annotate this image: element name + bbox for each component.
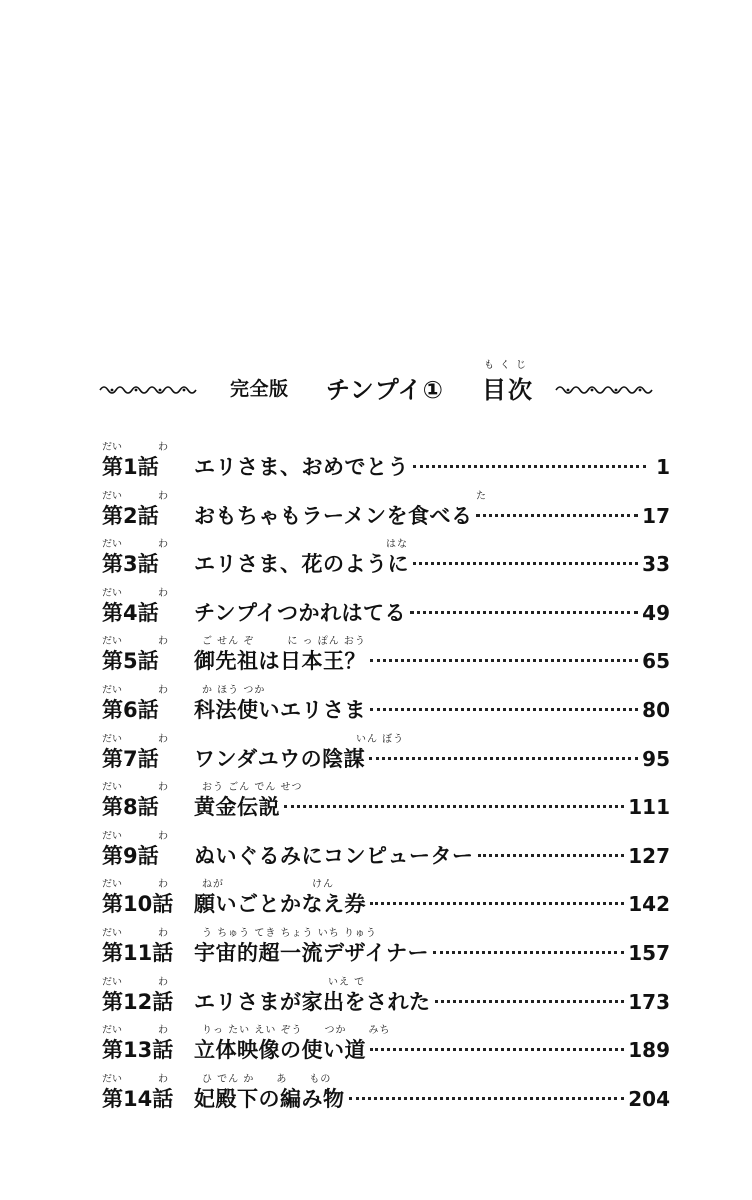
chapter-title: ワンダユウの陰謀 bbox=[194, 746, 366, 771]
ruby-wa: わ bbox=[158, 1025, 168, 1037]
page-number: 17 bbox=[642, 503, 670, 528]
toc-row[interactable] bbox=[102, 487, 670, 536]
chapter-number: 第1話 bbox=[102, 455, 159, 479]
toc-row[interactable] bbox=[102, 1021, 670, 1070]
ruby-line bbox=[102, 973, 670, 987]
dot-leader bbox=[370, 659, 638, 662]
ruby-dai: だい bbox=[102, 539, 122, 551]
ruby-wa: わ bbox=[158, 879, 168, 891]
chapter-number: 第7話 bbox=[102, 746, 159, 771]
wavy-ornament-icon bbox=[98, 382, 202, 398]
toc-row[interactable] bbox=[102, 827, 670, 876]
toc-header bbox=[98, 360, 658, 410]
ruby-line bbox=[102, 681, 670, 695]
ruby-line bbox=[102, 924, 670, 938]
dot-leader bbox=[410, 611, 638, 614]
page-number: 33 bbox=[642, 552, 670, 577]
chapter-title: ぬいぐるみにコンピューター bbox=[194, 843, 474, 868]
dot-leader bbox=[369, 757, 638, 760]
ruby-line bbox=[102, 632, 670, 646]
page-number: 65 bbox=[642, 649, 670, 674]
ruby-dai: だい bbox=[102, 587, 122, 599]
ruby-line bbox=[102, 1070, 670, 1084]
chapter-title: 宇宙的超一流デザイナー bbox=[194, 940, 430, 965]
ruby-dai: だい bbox=[102, 1025, 122, 1037]
page-number: 189 bbox=[628, 1038, 670, 1063]
dot-leader bbox=[478, 854, 625, 857]
ruby-wa: わ bbox=[158, 490, 168, 502]
dot-leader bbox=[435, 1000, 625, 1003]
ruby-wa: わ bbox=[158, 782, 168, 794]
chapter-title: 御先祖は日本王？ bbox=[194, 649, 366, 674]
chapter-title: おもちゃもラーメンを食べる bbox=[194, 503, 473, 528]
toc-row[interactable] bbox=[102, 681, 670, 730]
dot-leader bbox=[370, 708, 638, 711]
ruby-line bbox=[102, 875, 670, 889]
dot-leader bbox=[413, 562, 638, 565]
title-ruby: いえ で bbox=[328, 976, 366, 988]
chapter-title: 黄金伝説 bbox=[194, 795, 280, 820]
title-ruby: ご せん ぞ に っ ぽん おう bbox=[202, 636, 366, 648]
toc-row[interactable] bbox=[102, 778, 670, 827]
ruby-wa: わ bbox=[158, 587, 168, 599]
ruby-dai: だい bbox=[102, 684, 122, 696]
ruby-dai: だい bbox=[102, 830, 122, 842]
ruby-line bbox=[102, 827, 670, 841]
chapter-number: 第9話 bbox=[102, 843, 159, 868]
dot-leader bbox=[284, 805, 624, 808]
ruby-dai: だい bbox=[102, 976, 122, 988]
ruby-wa: わ bbox=[158, 539, 168, 551]
chapter-title: 科法使いエリさま bbox=[194, 697, 366, 722]
title-ruby: た bbox=[476, 490, 487, 502]
wavy-ornament-icon bbox=[554, 382, 658, 398]
title-ruby: ねが けん bbox=[202, 879, 334, 891]
edition-label: 完全版 bbox=[230, 378, 289, 400]
chapter-number: 第14話 bbox=[102, 1086, 174, 1111]
ruby-dai: だい bbox=[102, 1073, 122, 1085]
page-number: 204 bbox=[628, 1086, 670, 1111]
page-number: 111 bbox=[628, 795, 670, 820]
chapter-title: 立体映像の使い道 bbox=[194, 1038, 366, 1063]
ruby-wa: わ bbox=[158, 976, 168, 988]
ruby-wa: わ bbox=[158, 684, 168, 696]
dot-leader bbox=[349, 1097, 625, 1100]
toc-row[interactable] bbox=[102, 632, 670, 681]
chapter-number: 第10話 bbox=[102, 892, 174, 917]
dot-leader bbox=[370, 902, 624, 905]
title-ruby: いん ぼう bbox=[356, 733, 405, 745]
title-ruby: りっ たい えい ぞう つか みち bbox=[202, 1025, 391, 1037]
ruby-dai: だい bbox=[102, 733, 122, 745]
chapter-title: チンプイつかれはてる bbox=[194, 600, 407, 625]
ruby-dai: だい bbox=[102, 879, 122, 891]
chapter-title: エリさま、おめでとう bbox=[194, 455, 409, 479]
ruby-wa: わ bbox=[158, 733, 168, 745]
book-title: チンプイ① bbox=[326, 376, 444, 404]
chapter-number: 第11話 bbox=[102, 940, 174, 965]
ruby-dai: だい bbox=[102, 927, 122, 939]
toc-row[interactable] bbox=[102, 438, 670, 487]
page-number: 1 bbox=[656, 455, 670, 479]
toc-row[interactable] bbox=[102, 535, 670, 584]
toc-row[interactable] bbox=[102, 584, 670, 633]
ruby-dai: だい bbox=[102, 636, 122, 648]
title-ruby: う ちゅう てき ちょう いち りゅう bbox=[202, 927, 377, 939]
toc-row[interactable] bbox=[102, 973, 670, 1022]
toc-row[interactable] bbox=[102, 730, 670, 779]
title-ruby: ひ でん か あ もの bbox=[202, 1073, 332, 1085]
ruby-dai: だい bbox=[102, 442, 122, 453]
ruby-wa: わ bbox=[158, 830, 168, 842]
ruby-line bbox=[102, 730, 670, 744]
ruby-wa: わ bbox=[158, 442, 168, 453]
page-number: 95 bbox=[642, 746, 670, 771]
ruby-wa: わ bbox=[158, 1073, 168, 1085]
chapter-title: 妃殿下の編み物 bbox=[194, 1086, 345, 1111]
chapter-number: 第4話 bbox=[102, 600, 159, 625]
ruby-line bbox=[102, 778, 670, 792]
dot-leader bbox=[433, 951, 624, 954]
toc-row[interactable] bbox=[102, 1070, 670, 1119]
toc-row[interactable] bbox=[102, 924, 670, 973]
chapter-title: エリさまが家出をされた bbox=[194, 989, 431, 1014]
chapter-number: 第13話 bbox=[102, 1038, 174, 1063]
ruby-line bbox=[102, 487, 670, 501]
chapter-number: 第3話 bbox=[102, 552, 159, 577]
page-number: 173 bbox=[628, 989, 670, 1014]
dot-leader bbox=[413, 465, 646, 468]
title-ruby: はな bbox=[386, 539, 408, 551]
toc-heading-ruby: もくじ bbox=[484, 360, 532, 371]
ruby-line bbox=[102, 535, 670, 549]
page-number: 80 bbox=[642, 697, 670, 722]
toc-list bbox=[102, 438, 670, 1118]
chapter-title: エリさま、花のように bbox=[194, 552, 409, 577]
dot-leader bbox=[476, 514, 638, 517]
chapter-number: 第8話 bbox=[102, 795, 159, 820]
page-number: 157 bbox=[628, 940, 670, 965]
ruby-wa: わ bbox=[158, 636, 168, 648]
title-ruby: か ほう つか bbox=[202, 684, 266, 696]
page-number: 49 bbox=[642, 600, 670, 625]
ruby-wa: わ bbox=[158, 927, 168, 939]
chapter-number: 第5話 bbox=[102, 649, 159, 674]
page-number: 142 bbox=[628, 892, 670, 917]
ruby-line bbox=[102, 584, 670, 598]
chapter-number: 第2話 bbox=[102, 503, 159, 528]
title-ruby: おう ごん でん せつ bbox=[202, 782, 303, 794]
chapter-number: 第6話 bbox=[102, 697, 159, 722]
toc-heading: 目次 bbox=[482, 376, 534, 404]
ruby-line bbox=[102, 1021, 670, 1035]
page-number: 127 bbox=[628, 843, 670, 868]
chapter-title: 願いごとかなえ券 bbox=[194, 892, 366, 917]
ruby-dai: だい bbox=[102, 490, 122, 502]
toc-row[interactable] bbox=[102, 875, 670, 924]
dot-leader bbox=[370, 1048, 624, 1051]
ruby-dai: だい bbox=[102, 782, 122, 794]
ruby-line bbox=[102, 438, 670, 452]
chapter-number: 第12話 bbox=[102, 989, 174, 1014]
